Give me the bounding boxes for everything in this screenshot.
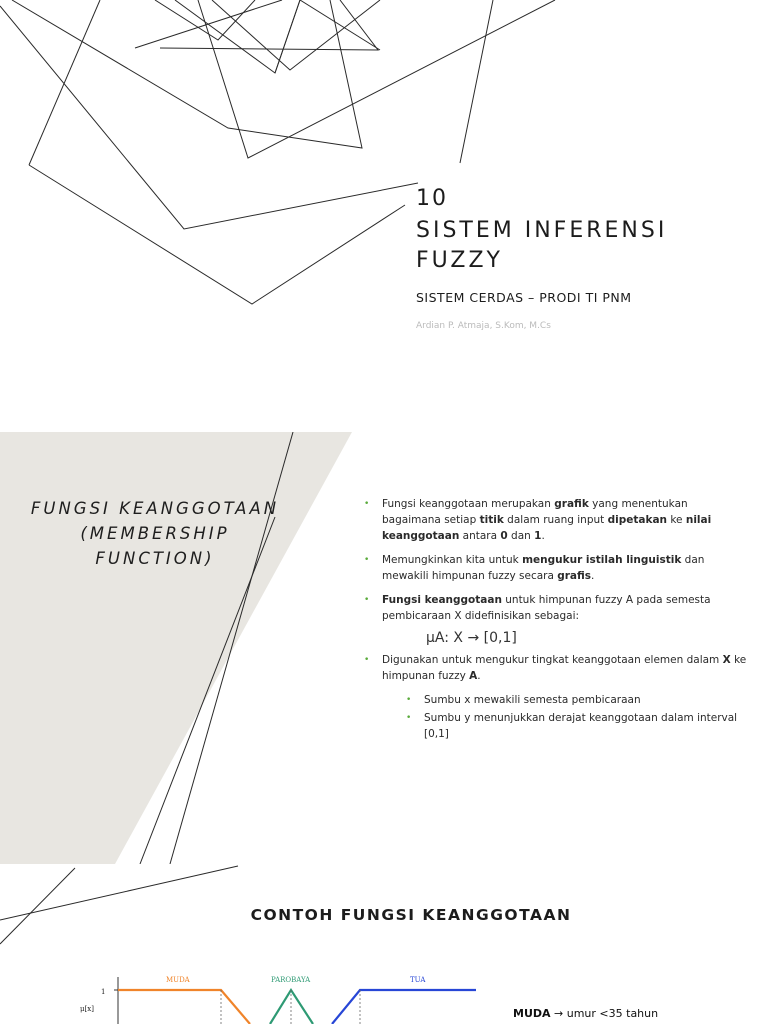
bullet-dot-icon: • — [364, 655, 370, 665]
y-tick-label: 1 — [101, 988, 106, 996]
section-title: FUNGSI KEANGGOTAAN (MEMBERSHIP FUNCTION) — [30, 499, 280, 568]
muda-legend: MUDA → umur <35 tahun — [513, 1007, 659, 1020]
bullet-item: • Memungkinkan kita untuk mengukur istilah linguistik dan mewakili himpunan fuzzy secara grafis. — [364, 554, 705, 582]
membership-chart — [0, 864, 768, 1024]
bullet-item: • Fungsi keanggotaan merupakan grafik yang menentukan bagaimana setiap titik dalam ruang input dipetakan ke nilai keanggotaan antara 0 dan 1. — [364, 498, 712, 542]
bullet-dot-icon: • — [364, 595, 370, 605]
bullet-dot-icon: • — [406, 695, 412, 705]
series-label-parobaya: PAROBAYA — [271, 976, 311, 984]
series-line-parobaya — [270, 990, 313, 1024]
slide-number: 10 — [416, 186, 448, 211]
membership-formula: μA: X → [0,1] — [426, 630, 517, 646]
author-name: Ardian P. Atmaja, S.Kom, M.Cs — [416, 321, 551, 331]
bullet-item: • Fungsi keanggotaan untuk himpunan fuzzy A pada semesta pembicaraan X didefinisikan sebagai: — [364, 594, 711, 622]
membership-function-slide — [0, 432, 768, 864]
sub-bullet-item: • Sumbu y menunjukkan derajat keanggotaan dalam interval [0,1] — [406, 712, 738, 740]
slide-title: SISTEM INFERENSI FUZZY — [416, 218, 668, 273]
bullet-dot-icon: • — [364, 499, 370, 509]
section-title: CONTOH FUNGSI KEANGGOTAAN — [250, 906, 572, 924]
title-slide — [0, 0, 768, 432]
bullet-item: • Digunakan untuk mengukur tingkat keanggotaan elemen dalam X ke himpunan fuzzy A. — [364, 654, 747, 682]
bullet-dot-icon: • — [364, 555, 370, 565]
series-line-tua — [332, 990, 476, 1024]
series-line-muda — [118, 990, 250, 1024]
sub-bullet-item: • Sumbu x mewakili semesta pembicaraan — [406, 694, 641, 706]
y-axis-label: μ[x] — [80, 1005, 94, 1013]
series-label-muda: MUDA — [166, 976, 190, 984]
bullet-dot-icon: • — [406, 713, 412, 723]
bullet-list — [364, 496, 748, 744]
example-slide — [0, 864, 768, 1024]
series-label-tua: TUA — [410, 976, 426, 984]
slide-subtitle: SISTEM CERDAS – PRODI TI PNM — [416, 290, 632, 305]
